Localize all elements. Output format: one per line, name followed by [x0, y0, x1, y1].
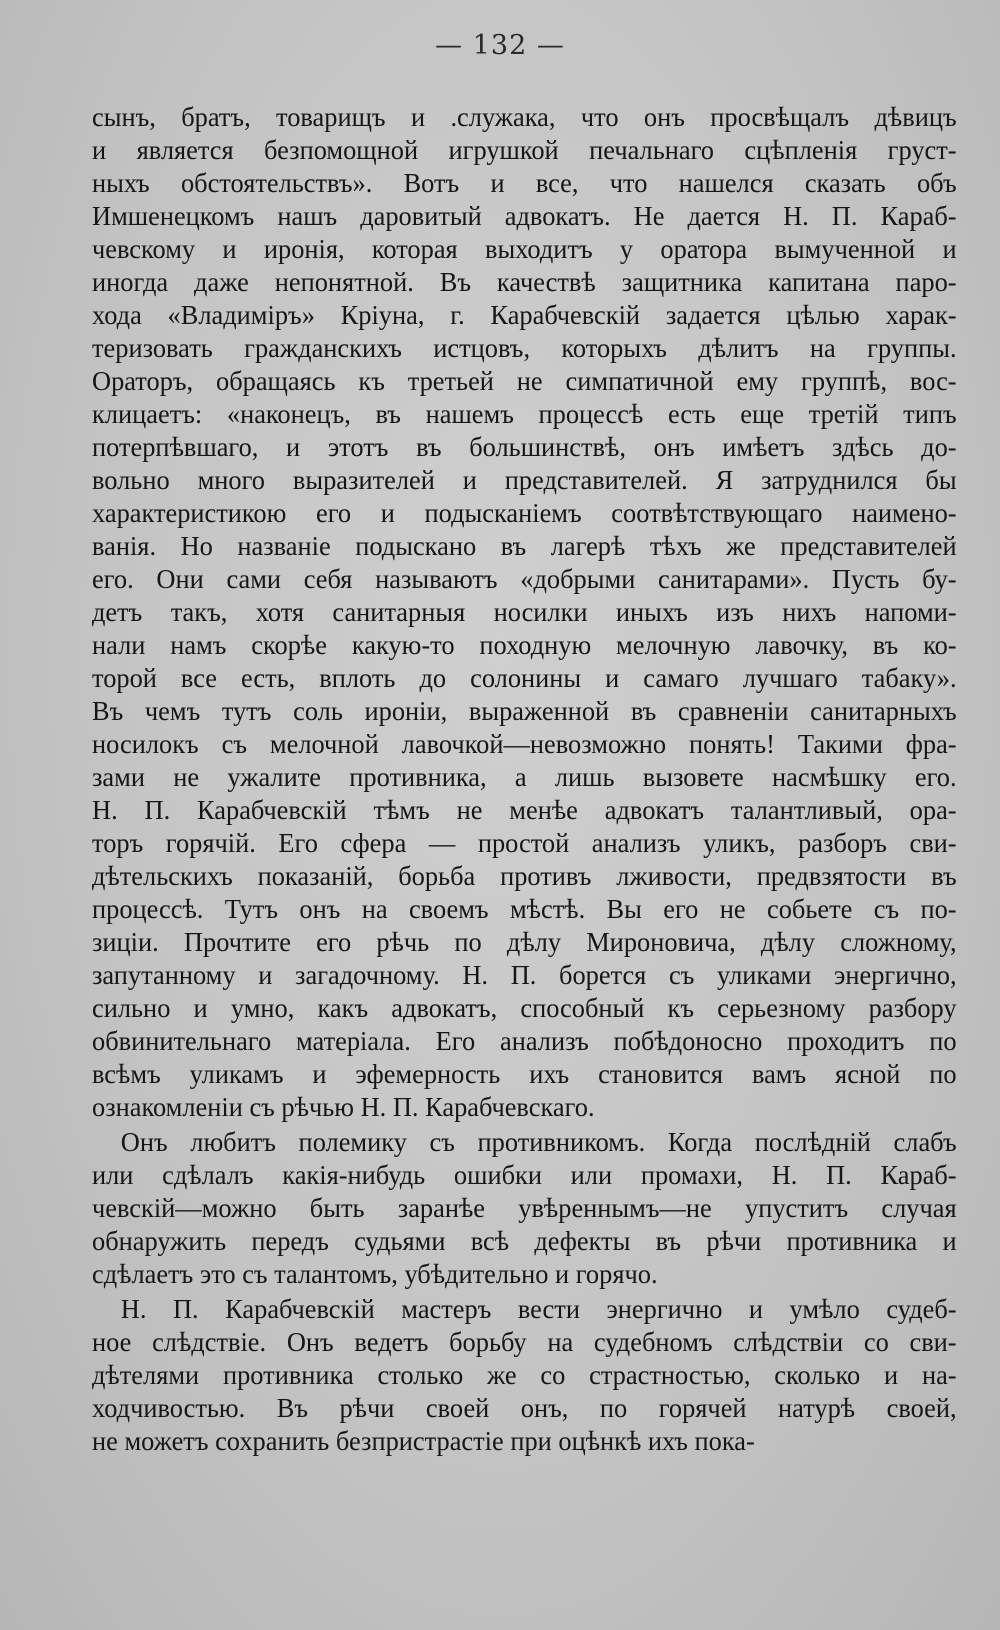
- text-line: торъ горячій. Его сфера — простой анализъ уликъ, разборъ сви-: [92, 827, 957, 858]
- text-line: ванія. Но названіе подыскано въ лагерѣ тѣхъ же представителей: [92, 530, 957, 561]
- text-line: чевскій—можно быть заранѣе увѣреннымъ—не упуститъ случая: [92, 1192, 957, 1223]
- text-line: зиціи. Прочтите его рѣчь по дѣлу Мироновича, дѣлу сложному,: [92, 926, 957, 957]
- text-line: или сдѣлалъ какія-нибудь ошибки или промахи, Н. П. Караб-: [92, 1159, 957, 1190]
- text-line: Н. П. Карабчевскій мастеръ вести энергично и умѣло судеб-: [120, 1293, 957, 1324]
- text-line: процессѣ. Тутъ онъ на своемъ мѣстѣ. Вы его не собьете съ по-: [92, 893, 957, 924]
- text-line: ное слѣдствіе. Онъ ведетъ борьбу на судебномъ слѣдствіи со сви-: [92, 1326, 957, 1357]
- text-line: нали намъ скорѣе какую-то походную мелочную лавочку, въ ко-: [92, 629, 957, 660]
- text-line: запутанному и загадочному. Н. П. борется съ уликами энергично,: [92, 959, 957, 990]
- paragraph: [92, 1292, 958, 1457]
- text-line: ознакомленіи съ рѣчью Н. П. Карабчевскаго.: [92, 1091, 595, 1122]
- text-line: Въ чемъ тутъ соль ироніи, выраженной въ сравненіи санитарныхъ: [92, 695, 957, 726]
- text-line: Имшенецкомъ нашъ даровитый адвокатъ. Не дается Н. П. Караб-: [92, 200, 957, 231]
- text-line: всѣмъ уликамъ и эфемерность ихъ становится вамъ ясной по: [92, 1058, 957, 1089]
- text-line: не можетъ сохранить безпристрастіе при оцѣнкѣ ихъ пока-: [92, 1425, 755, 1456]
- text-line: ныхъ обстоятельствъ». Вотъ и все, что нашелся сказать объ: [92, 167, 957, 198]
- page-number: — 132 —: [435, 30, 565, 61]
- text-line: теризовать гражданскихъ истцовъ, которыхъ дѣлитъ на группы.: [92, 332, 957, 363]
- text-line: носилокъ съ мелочной лавочкой—невозможно понять! Такими фра-: [92, 728, 957, 759]
- text-line: характеристикою его и подысканіемъ соотвѣтствующаго наимено-: [92, 497, 957, 528]
- text-line: хода «Владиміръ» Кріуна, г. Карабчевскій задается цѣлью харак-: [92, 299, 957, 330]
- text-line: зами не ужалите противника, а лишь вызовете насмѣшку его.: [92, 761, 957, 792]
- text-line: потерпѣвшаго, и этотъ въ большинствѣ, онъ имѣетъ здѣсь до-: [92, 431, 957, 462]
- text-line: дѣтелями противника столько же со страстностью, сколько и на-: [92, 1359, 957, 1390]
- paragraph: [92, 100, 958, 1123]
- text-line: торой все есть, вплоть до солонины и самаго лучшаго табаку».: [92, 662, 957, 693]
- text-line: сдѣлаетъ это съ талантомъ, убѣдительно и горячо.: [92, 1258, 658, 1289]
- text-line: клицаетъ: «наконецъ, въ нашемъ процессѣ есть еще третій типъ: [92, 398, 957, 429]
- text-line: Онъ любитъ полемику съ противникомъ. Когда послѣдній слабъ: [120, 1126, 957, 1157]
- text-line: обвинительнаго матеріала. Его анализъ побѣдоносно проходитъ по: [92, 1025, 957, 1056]
- text-line: ходчивостью. Въ рѣчи своей онъ, по горячей натурѣ своей,: [92, 1392, 957, 1423]
- text-line: дѣтельскихъ показаній, борьба противъ лживости, предвзятости въ: [92, 860, 957, 891]
- paragraph: [92, 1125, 958, 1290]
- text-line: иногда даже непонятной. Въ качествѣ защитника капитана паро-: [92, 266, 957, 297]
- text-line: чевскому и иронія, которая выходитъ у оратора вымученной и: [92, 233, 957, 264]
- text-line: детъ такъ, хотя санитарныя носилки иныхъ изъ нихъ напоми-: [92, 596, 957, 627]
- text-line: вольно много выразителей и представителей. Я затруднился бы: [92, 464, 957, 495]
- text-line: и является безпомощной игрушкой печальнаго сцѣпленія груст-: [92, 134, 957, 165]
- body-text: [92, 100, 958, 1457]
- text-line: сильно и умно, какъ адвокатъ, способный къ серьезному разбору: [92, 992, 957, 1023]
- text-line: сынъ, братъ, товарищъ и .служака, что онъ просвѣщалъ дѣвицъ: [92, 101, 957, 132]
- text-line: Ораторъ, обращаясь къ третьей не симпатичной ему группѣ, вос-: [92, 365, 957, 396]
- text-line: обнаружить передъ судьями всѣ дефекты въ рѣчи противника и: [92, 1225, 957, 1256]
- text-line: Н. П. Карабчевскій тѣмъ не менѣе адвокатъ талантливый, ора-: [92, 794, 957, 825]
- text-line: его. Они сами себя называютъ «добрыми санитарами». Пусть бу-: [92, 563, 957, 594]
